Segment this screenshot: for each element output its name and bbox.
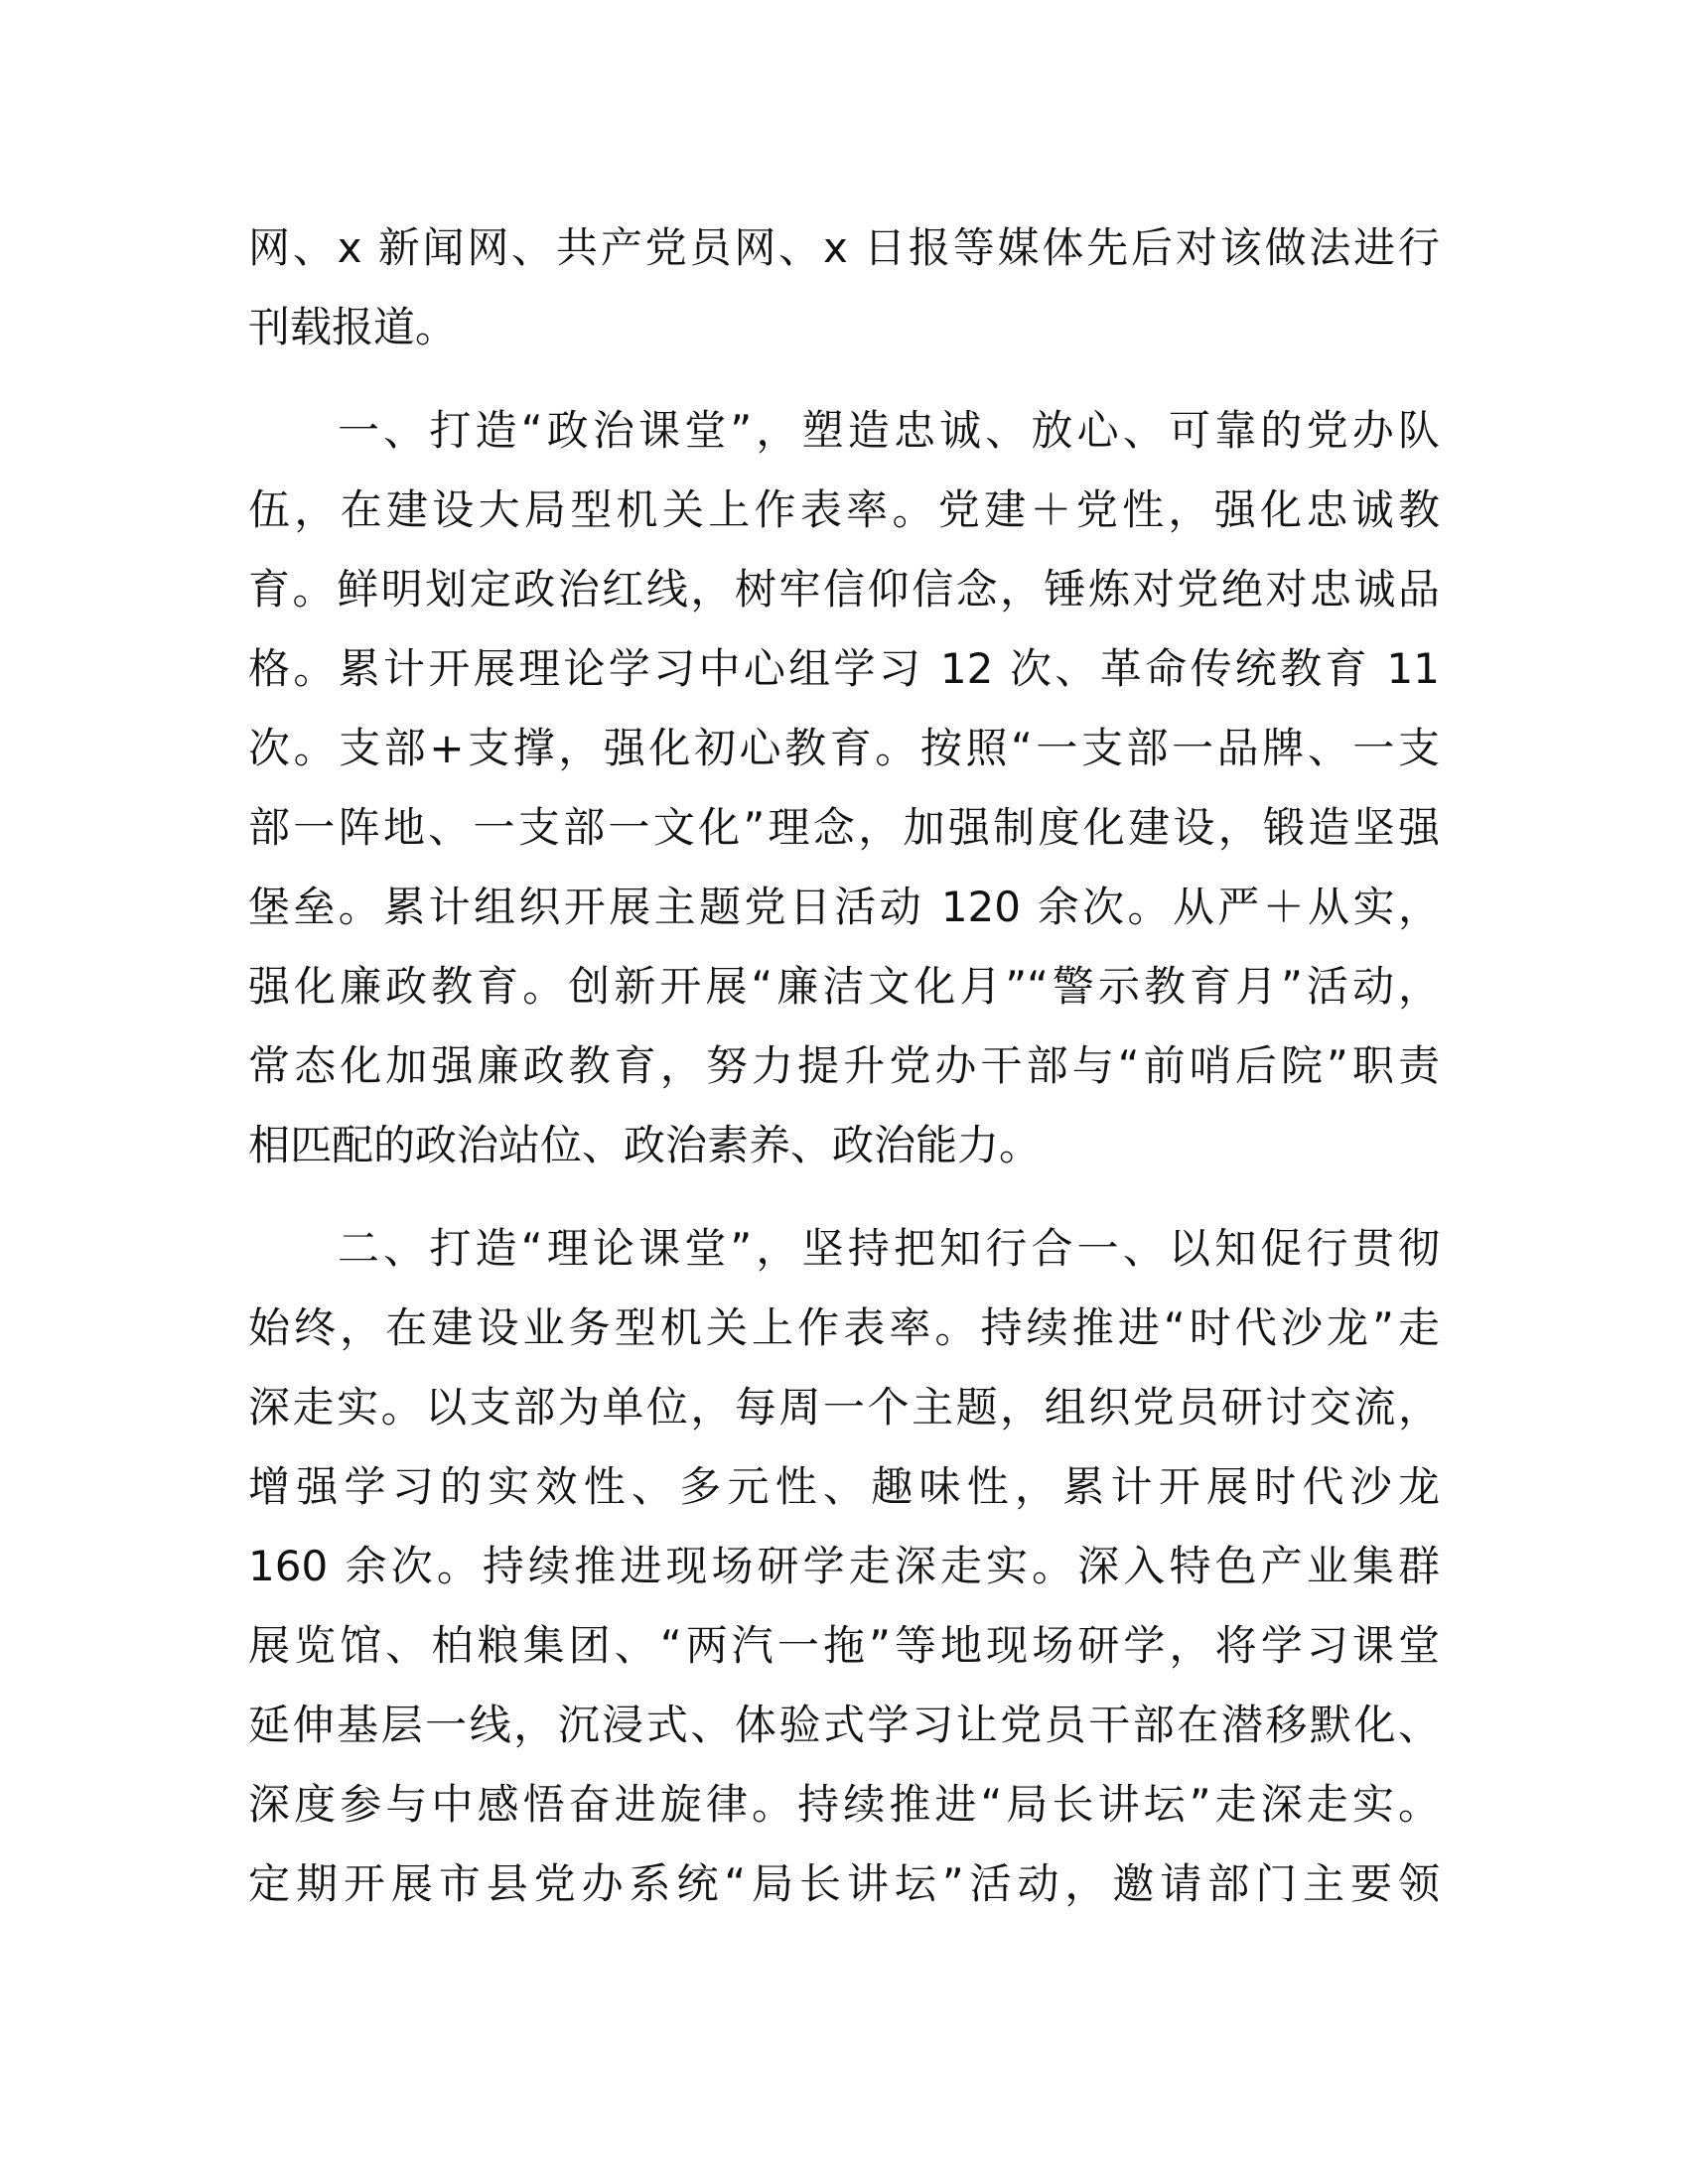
text-line: 增强学习的实效性、多元性、趣味性，累计开展时代沙龙: [248, 1462, 1440, 1511]
text-line: 定期开展市县党办系统“局长讲坛”活动，邀请部门主要领: [248, 1859, 1440, 1908]
text-line: 育。鲜明划定政治红线，树牢信仰信念，锤炼对党绝对忠诚品: [248, 565, 1440, 614]
paragraph-spacer: [248, 1185, 1440, 1209]
text-line: 深走实。以支部为单位，每周一个主题，组织党员研讨交流，: [248, 1383, 1440, 1432]
text-line: 格。累计开展理论学习中心组学习 12 次、革命传统教育 11: [248, 644, 1440, 693]
text-line: 强化廉政教育。创新开展“廉洁文化月”“警示教育月”活动，: [248, 962, 1440, 1011]
paragraph-section-one: [248, 391, 1440, 1185]
text-line: 始终，在建设业务型机关上作表率。持续推进“时代沙龙”走: [248, 1303, 1440, 1352]
paragraph-spacer: [248, 367, 1440, 391]
text-line: 160 余次。持续推进现场研学走深走实。深入特色产业集群: [248, 1542, 1440, 1590]
paragraph-continued: [248, 208, 1440, 367]
text-line: 展览馆、柏粮集团、“两汽一拖”等地现场研学，将学习课堂: [248, 1621, 1440, 1670]
text-line: 部一阵地、一支部一文化”理念，加强制度化建设，锻造坚强: [248, 803, 1440, 852]
text-line: 刊载报道。: [248, 303, 458, 351]
text-line: 常态化加强廉政教育，努力提升党办干部与“前哨后院”职责: [248, 1041, 1440, 1090]
text-line: 相匹配的政治站位、政治素养、政治能力。: [248, 1121, 1042, 1169]
text-line: 延伸基层一线，沉浸式、体验式学习让党员干部在潜移默化、: [248, 1701, 1440, 1749]
text-line: 二、打造“理论课堂”，坚持把知行合一、以知促行贯彻: [338, 1224, 1440, 1273]
paragraph-section-two: [248, 1209, 1440, 1924]
text-line: 网、x 新闻网、共产党员网、x 日报等媒体先后对该做法进行: [248, 223, 1440, 272]
text-line: 一、打造“政治课堂”，塑造忠诚、放心、可靠的党办队: [338, 406, 1440, 455]
body-text: [248, 208, 1440, 1924]
text-line: 伍，在建设大局型机关上作表率。党建＋党性，强化忠诚教: [248, 485, 1440, 534]
text-line: 深度参与中感悟奋进旋律。持续推进“局长讲坛”走深走实。: [248, 1780, 1440, 1829]
text-line: 堡垒。累计组织开展主题党日活动 120 余次。从严＋从实，: [248, 883, 1440, 931]
text-line: 次。支部+支撑，强化初心教育。按照“一支部一品牌、一支: [248, 724, 1440, 772]
